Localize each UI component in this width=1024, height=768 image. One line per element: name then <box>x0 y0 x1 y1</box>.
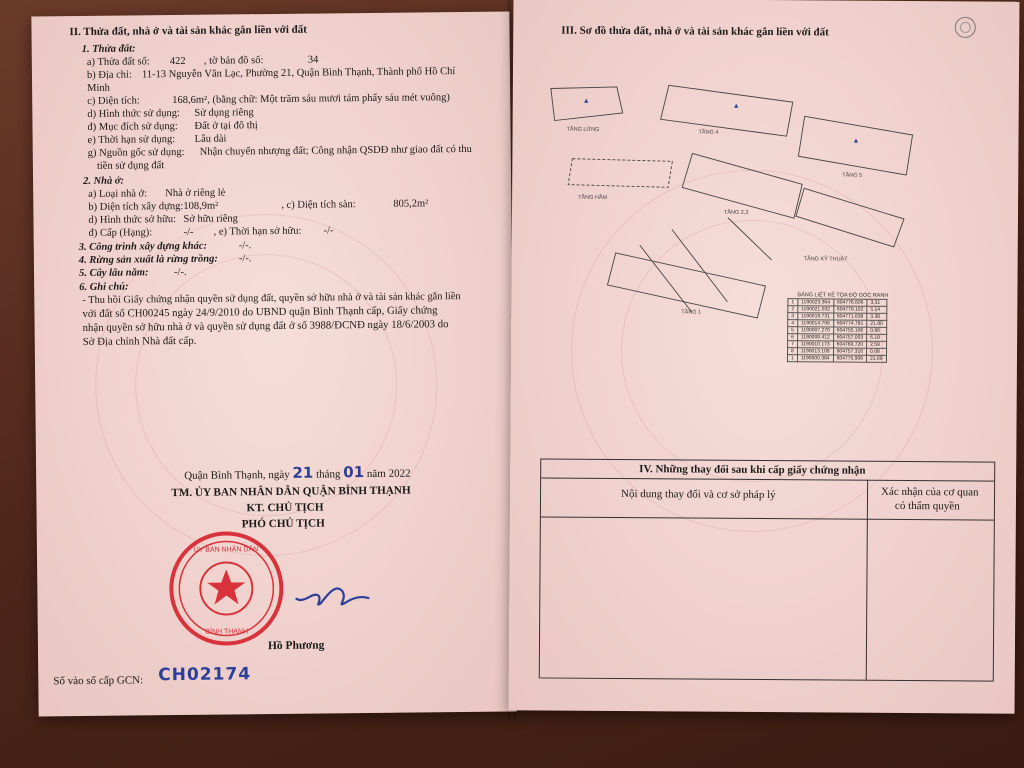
coordinate-cell: 21.69 <box>866 355 886 362</box>
coordinate-cell: 1190019.731 <box>798 313 834 320</box>
gcn-register-number: CH02174 <box>158 664 252 686</box>
section-iii-heading: III. Sơ đồ thửa đất, nhà ở và tài sản khác gắn liền với đất <box>561 24 829 39</box>
coordinate-cell: 5.14 <box>867 306 887 313</box>
map-sheet-label: , tờ bản đồ số: <box>203 55 264 67</box>
coordinate-row <box>787 355 886 363</box>
corner-hologram-mark <box>953 15 977 39</box>
coordinate-cell: 604775.906 <box>833 355 866 362</box>
coordinate-cell: 1190021.032 <box>798 306 834 313</box>
coordinate-cell: 1190000.384 <box>797 355 833 362</box>
coordinate-row <box>788 348 887 356</box>
coordinate-row <box>788 299 887 307</box>
floor-label: TẦNG 2,3 <box>723 209 749 216</box>
coordinate-row <box>788 334 887 342</box>
other-construction-label: 3. Công trình xây dựng khác: <box>78 240 208 254</box>
svg-text:▲: ▲ <box>732 102 740 110</box>
svg-text:▲: ▲ <box>582 97 590 105</box>
build-area-value: 108,9m² <box>183 200 219 212</box>
coordinate-cell: 5 <box>788 327 798 334</box>
notes-title: 6. Ghi chú: <box>79 281 129 294</box>
coordinate-row <box>788 327 887 335</box>
address-label: b) Địa chỉ: <box>86 69 132 81</box>
issue-year: năm 2022 <box>366 467 411 481</box>
coordinate-cell: 7 <box>788 341 798 348</box>
build-area-label: b) Diện tích xây dựng: <box>88 200 184 213</box>
house-title: 2. Nhà ở: <box>83 175 125 187</box>
floor-area-label: , c) Diện tích sàn: <box>281 199 356 211</box>
column-header-confirmation: Xác nhận của cơ quan <box>881 485 979 499</box>
handwritten-signature <box>292 573 372 614</box>
coordinate-row <box>788 313 887 321</box>
gcn-register-label: Số vào sổ cấp GCN: <box>53 674 144 688</box>
coordinate-cell: 604757.003 <box>833 334 866 341</box>
coordinate-cell: 604771.639 <box>833 313 866 320</box>
usage-purpose-value: Đất ở tại đô thị <box>194 120 258 132</box>
usage-form-value: Sử dụng riêng <box>194 107 254 119</box>
coordinate-cell: 604757.316 <box>833 348 866 355</box>
coordinate-cell: 3 <box>788 313 798 320</box>
floor-label: TẦNG 5 <box>842 172 863 179</box>
section-iv-heading: IV. Những thay đổi sau khi cấp giấy chứng nhận <box>639 463 866 477</box>
coordinate-cell: 604755.106 <box>833 327 866 334</box>
changes-table <box>539 458 996 681</box>
grade-value: -/- <box>183 226 194 238</box>
coordinate-cell: 1190023.364 <box>798 299 834 306</box>
perennial-trees-label: 5. Cây lâu năm: <box>78 267 149 280</box>
coordinate-cell: 3.31 <box>867 299 887 306</box>
column-divider <box>866 480 868 680</box>
coordinate-row <box>788 320 887 328</box>
usage-origin-value-cont: tiền sử dụng đất <box>96 160 165 172</box>
signer-name: Hồ Phương <box>267 639 325 653</box>
plot-number-label: a) Thửa đất số: <box>86 56 150 68</box>
note-line: nhận quyền sở hữu nhà ở và quyền sử dụng đất ở số 3988/ĐCNĐ ngày 18/6/2003 do <box>82 318 449 335</box>
coordinate-cell: 1190010.173 <box>797 341 833 348</box>
coordinate-cell: 604760.720 <box>833 341 866 348</box>
usage-term-value: Lâu dài <box>194 133 227 145</box>
certificate-left-page <box>31 12 516 717</box>
coordinate-cell: 6.18 <box>867 334 887 341</box>
ownership-term-value: -/- <box>323 225 334 237</box>
coordinate-cell: 604779.102 <box>833 306 866 313</box>
ownership-label: d) Hình thức sở hữu: <box>88 214 177 226</box>
note-line: với đất số CH00245 ngày 24/9/2010 do UBND quận Bình Thạnh cấp, Giấy chứng <box>82 304 438 321</box>
column-header-changes: Nội dung thay đổi và cơ sở pháp lý <box>620 488 776 502</box>
certificate-right-page <box>509 0 1020 714</box>
issue-month: 01 <box>343 463 365 482</box>
svg-text:▲: ▲ <box>852 137 860 145</box>
coordinate-cell: 1190008.412 <box>797 334 833 341</box>
ownership-value: Sở hữu riêng <box>183 213 238 225</box>
issue-day: 21 <box>292 463 314 482</box>
coordinate-cell: 8 <box>788 348 798 355</box>
coordinate-table-title: BẢNG LIỆT KÊ TỌA ĐỘ GÓC RANH <box>797 292 889 299</box>
note-line: - Thu hồi Giấy chứng nhận quyền sử dụng đất, quyền sở hữu nhà ở và tài sản khác gắn liền <box>82 291 461 307</box>
svg-text:BÌNH THẠNH: BÌNH THẠNH <box>205 628 249 636</box>
coordinate-cell: 1 <box>788 299 798 306</box>
usage-form-label: d) Hình thức sử dụng: <box>87 107 180 120</box>
house-type-label: a) Loại nhà ở: <box>88 188 148 200</box>
floor-label: TẦNG HẦM <box>578 194 608 201</box>
row-divider <box>541 516 994 520</box>
coordinate-cell: 0.08 <box>867 348 887 355</box>
coordinate-cell: 1 <box>787 355 797 362</box>
on-behalf-chairman: KT. CHỦ TỊCH <box>246 501 324 515</box>
section-ii-heading: II. Thửa đất, nhà ở và tài sản khác gắn liền với đất <box>69 23 307 39</box>
coordinate-cell: 2 <box>788 306 798 313</box>
forest-label: 4. Rừng sản xuất là rừng trồng: <box>78 253 218 267</box>
coordinate-cell: 3.30 <box>867 313 887 320</box>
area-value: 168,6m², (bằng chữ: Một trăm sáu mươi tám phẩy sáu mét vuông) <box>172 92 450 107</box>
coordinate-cell: 1190014.706 <box>797 320 833 327</box>
coordinate-row <box>788 306 887 314</box>
coordinate-cell: 604774.791 <box>833 320 866 327</box>
perennial-trees-value: -/-. <box>173 266 187 279</box>
issue-date-prefix: Quận Bình Thạnh, ngày <box>184 468 290 482</box>
usage-purpose-label: đ) Mục đích sử dụng: <box>87 120 178 133</box>
coordinate-cell: 604776.606 <box>833 299 866 306</box>
column-header-confirmation-cont: có thẩm quyền <box>894 499 960 513</box>
svg-text:ỦY BAN NHÂN DÂN: ỦY BAN NHÂN DÂN <box>193 546 259 554</box>
usage-origin-label: g) Nguồn gốc sử dụng: <box>87 146 185 159</box>
usage-origin-value: Nhận chuyển nhượng đất; Công nhận QSDĐ như giao đất có thu <box>199 143 472 158</box>
coordinate-cell: 2.59 <box>867 341 887 348</box>
deputy-chairman: PHÓ CHỦ TỊCH <box>241 517 325 531</box>
issuing-authority: TM. ỦY BAN NHÂN DÂN QUẬN BÌNH THẠNH <box>171 484 411 500</box>
changes-table-header <box>541 459 994 481</box>
house-type-value: Nhà ở riêng lẻ <box>165 187 226 200</box>
coordinate-cell: 4 <box>788 320 798 327</box>
coordinate-cell: 1190013.108 <box>797 348 833 355</box>
plot-number-value: 422 <box>169 55 186 68</box>
coordinate-cell: 0.86 <box>867 327 887 334</box>
floor-area-value: 805,2m² <box>393 198 429 210</box>
usage-term-label: e) Thời hạn sử dụng: <box>87 134 176 146</box>
coordinate-table <box>787 292 888 363</box>
floor-label: TẦNG KỸ THUẬT <box>803 256 848 263</box>
note-line: Sở Địa chính Nhà đất cấp. <box>82 334 197 349</box>
issue-month-label: tháng <box>315 468 341 481</box>
forest-value: -/-. <box>238 253 252 265</box>
floor-plan-diagram <box>541 48 983 341</box>
floor-label: TẦNG 1 <box>681 309 702 316</box>
other-construction-value: -/-. <box>238 240 252 252</box>
floor-label: TẦNG 4 <box>698 129 719 136</box>
area-label: c) Diện tích: <box>87 95 140 107</box>
coordinate-cell: 6 <box>788 334 798 341</box>
ownership-term-label: , e) Thời hạn sở hữu: <box>213 225 302 238</box>
land-plot-title: 1. Thửa đất: <box>81 43 136 55</box>
address-value-cont: Minh <box>87 82 110 94</box>
official-seal-stamp <box>167 529 286 648</box>
coordinate-cell: 1190007.270 <box>797 327 833 334</box>
coordinate-row <box>788 341 887 349</box>
coordinate-cell: 21.80 <box>867 320 887 327</box>
issue-date <box>184 463 411 483</box>
map-sheet-value: 34 <box>307 54 319 66</box>
grade-label: đ) Cấp (Hạng): <box>88 227 153 239</box>
floor-label: TẦNG LỬNG <box>566 126 600 133</box>
address-value: 11-13 Nguyễn Văn Lạc, Phường 21, Quận Bình Thạnh, Thành phố Hồ Chí <box>141 66 456 81</box>
coordinate-table-grid <box>787 298 887 363</box>
